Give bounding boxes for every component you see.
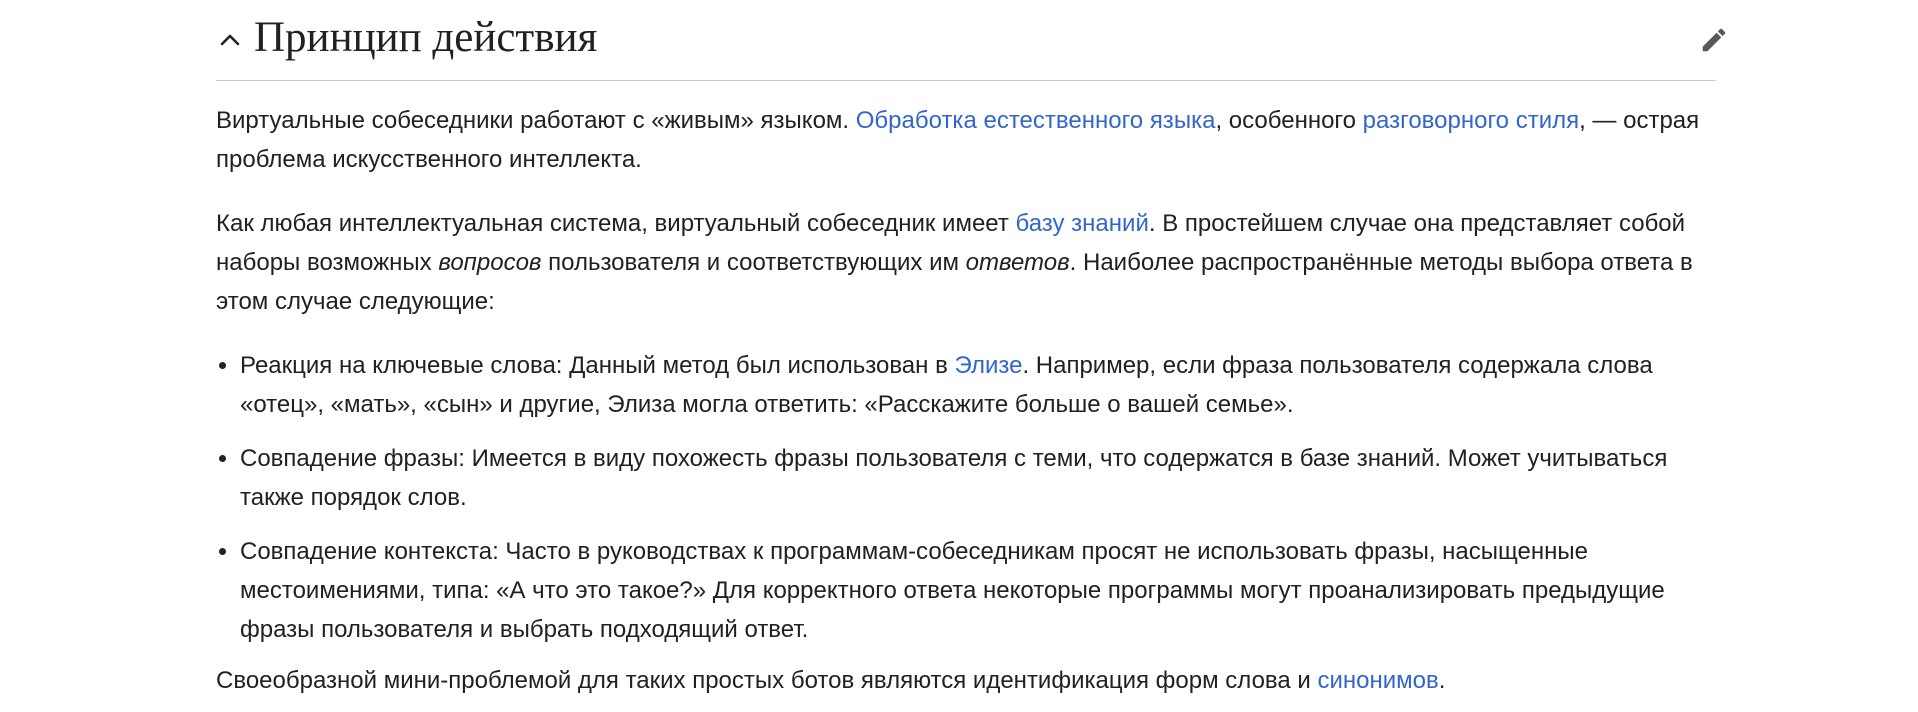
link-eliza[interactable]: Элизе — [954, 352, 1023, 379]
text: Реакция на ключевые слова: Данный метод был использован в — [240, 352, 955, 379]
pencil-icon[interactable] — [1694, 20, 1734, 60]
text: . В простейшем случае она представляет собой наборы возможных — [216, 210, 1686, 276]
text: . Например, если фраза пользователя содержала слова «отец», «мать», «сын» и другие, Элиза могла ответить: «Расскажите больше о вашей семье». — [240, 352, 1653, 418]
methods-list — [216, 346, 1716, 649]
text: . — [1438, 667, 1446, 694]
text: Виртуальные собеседники работают с «живым» языком. — [216, 107, 856, 134]
list-item-context-match — [240, 532, 1716, 649]
article-content — [216, 0, 1716, 700]
list-item-keywords — [240, 346, 1716, 424]
section-header — [216, 0, 1716, 81]
emphasis-answers: ответов — [965, 249, 1070, 276]
link-colloquial-style[interactable]: разговорного стиля — [1362, 107, 1580, 134]
text: Своеобразной мини-проблемой для таких простых ботов являются идентификация форм слова и — [216, 667, 1318, 694]
link-knowledge-base[interactable]: базу знаний — [1015, 210, 1149, 237]
link-natural-language-processing[interactable]: Обработка естественного языка — [855, 107, 1216, 134]
text: . Наиболее распространённые методы выбора ответа в этом случае следующие: — [216, 249, 1693, 315]
list-item-phrase-match — [240, 439, 1716, 517]
paragraph-intro — [216, 101, 1716, 179]
text: Совпадение фразы: Имеется в виду похожесть фразы пользователя с теми, что содержатся в базе знаний. Может учитываться также порядок слов. — [240, 445, 1668, 511]
text: , особенного — [1215, 107, 1363, 134]
emphasis-questions: вопросов — [438, 249, 542, 276]
paragraph-knowledge-base — [216, 204, 1716, 321]
paragraph-synonyms — [216, 661, 1716, 700]
text: Как любая интеллектуальная система, виртуальный собеседник имеет — [216, 210, 1016, 237]
section-title: Принцип действия — [254, 13, 598, 61]
text: пользователя и соответствующих им — [541, 249, 966, 276]
text: Совпадение контекста: Часто в руководствах к программам-собеседникам просят не использовать фразы, насыщенные местоимениями, типа: «А что это такое?» Для корректного ответа некоторые программы могут проанализировать предыдущие фразы пользователя и выбрать подходящий ответ. — [240, 538, 1665, 643]
chevron-up-icon[interactable] — [216, 26, 244, 54]
link-synonyms[interactable]: синонимов — [1317, 667, 1439, 694]
text: , — острая проблема искусственного интеллекта. — [216, 107, 1700, 173]
